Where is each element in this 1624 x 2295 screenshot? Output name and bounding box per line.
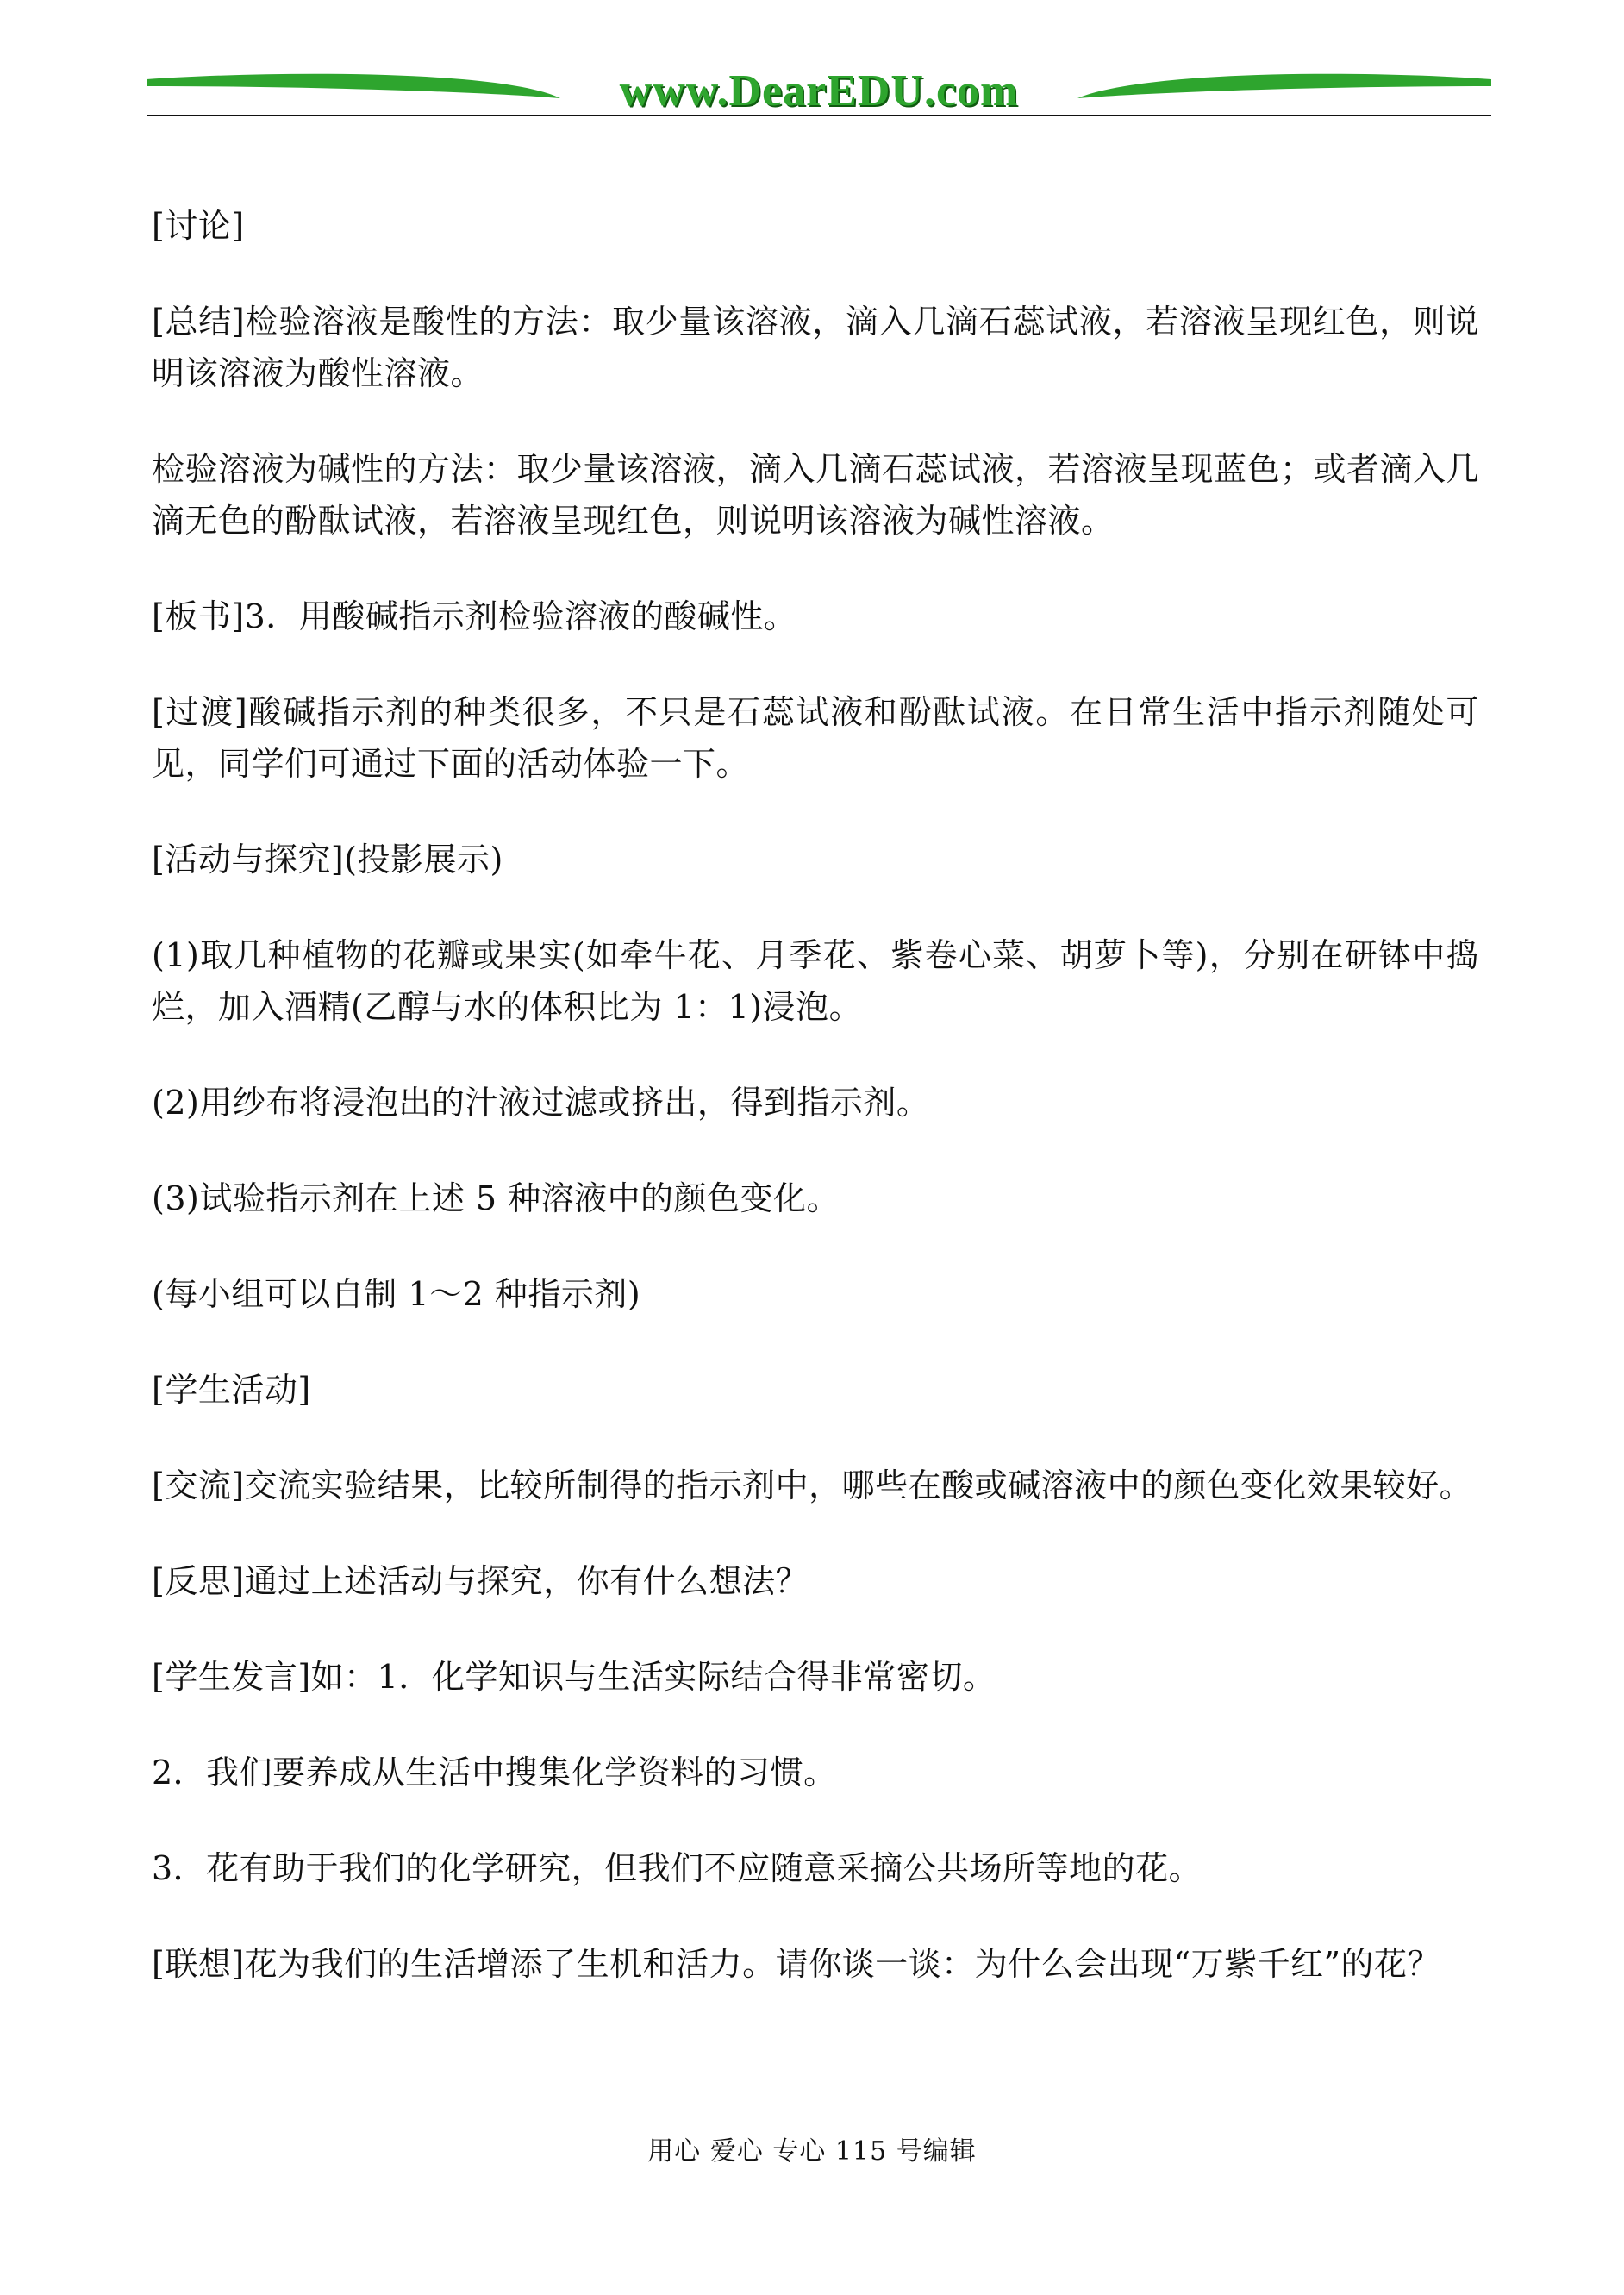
paragraph-discussion: [讨论] [152,207,245,245]
paragraph-activity: [活动与探究](投影展示) [152,841,503,879]
paragraph-transition: [过渡]酸碱指示剂的种类很多，不只是石蕊试液和酚酞试液。在日常生活中指示剂随处可见，同学们可通过下面的活动体验一下。 [152,693,1479,783]
paragraph-point-2: 2．我们要养成从生活中搜集化学资料的习惯。 [152,1754,837,1792]
site-header-banner [147,60,1491,125]
page-footer: 用心 爱心 专心 115 号编辑 [647,2136,977,2167]
paragraph-summary: [总结]检验溶液是酸性的方法：取少量该溶液，滴入几滴石蕊试液，若溶液呈现红色，则说明该溶液为酸性溶液。 [152,303,1479,392]
paragraph-association: [联想]花为我们的生活增添了生机和活力。请你谈一谈：为什么会出现“万紫千红”的花？ [152,1945,1441,1983]
paragraph-point-3: 3．花有助于我们的化学研究，但我们不应随意采摘公共场所等地的花。 [152,1849,1202,1887]
paragraph-base-test: 检验溶液为碱性的方法：取少量该溶液，滴入几滴石蕊试液，若溶液呈现蓝色；或者滴入几滴无色的酚酞试液，若溶液呈现红色，则说明该溶液为碱性溶液。 [152,450,1480,540]
paragraph-board-note: [板书]3．用酸碱指示剂检验溶液的酸碱性。 [152,597,797,635]
paragraph-student-activity: [学生活动] [152,1371,311,1409]
paragraph-step-2: (2)用纱布将浸泡出的汁液过滤或挤出，得到指示剂。 [152,1084,930,1122]
paragraph-reflection: [反思]通过上述活动与探究，你有什么想法？ [152,1562,809,1600]
paragraph-student-speech: [学生发言]如：1．化学知识与生活实际结合得非常密切。 [152,1658,996,1696]
paragraph-step-3: (3)试验指示剂在上述 5 种溶液中的颜色变化。 [152,1179,840,1217]
paragraph-group-note: (每小组可以自制 1～2 种指示剂) [152,1275,641,1313]
site-logo-text: www.DearEDU.com [619,66,1019,116]
paragraph-exchange: [交流]交流实验结果，比较所制得的指示剂中，哪些在酸或碱溶液中的颜色变化效果较好。 [152,1466,1473,1504]
document-body [152,200,1479,2034]
paragraph-step-1: (1)取几种植物的花瓣或果实(如牵牛花、月季花、紫卷心菜、胡萝卜等)，分别在研钵中捣烂，加入酒精(乙醇与水的体积比为 1：1)浸泡。 [152,936,1479,1026]
